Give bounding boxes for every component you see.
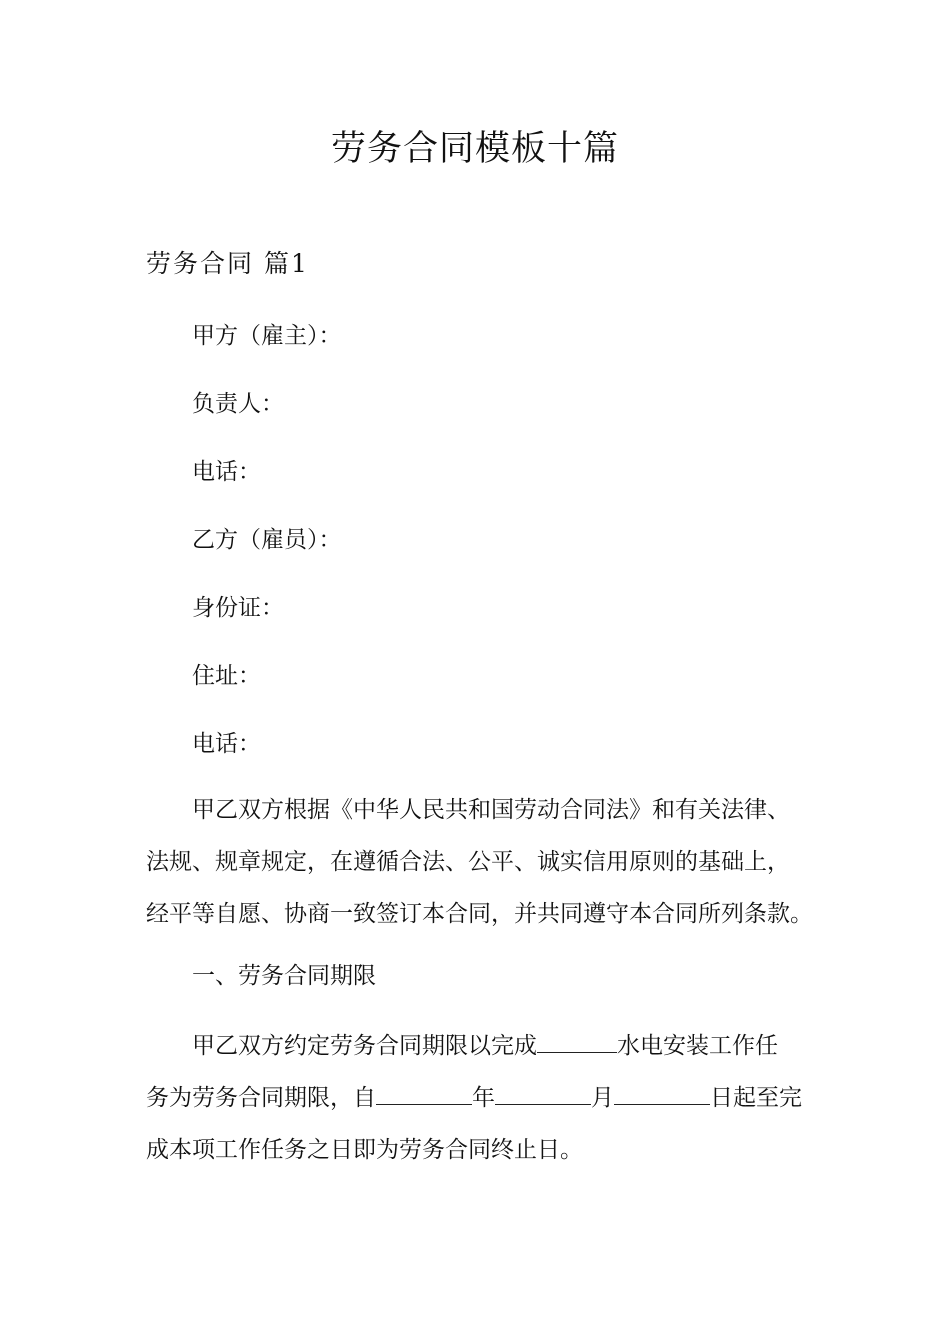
clause-line-1 — [146, 1020, 810, 1072]
employee-field: 乙方（雇员）： — [192, 527, 342, 553]
clause-text: 务为劳务合同期限，自 — [146, 1085, 376, 1111]
clause-heading: 一、劳务合同期限 — [192, 963, 376, 989]
clause-text: 月 — [591, 1085, 614, 1111]
employee-phone-field: 电话： — [192, 731, 261, 757]
section-heading: 劳务合同 篇1 — [146, 249, 309, 278]
blank-line — [614, 1082, 710, 1105]
clause-paragraph — [146, 1020, 810, 1176]
document-title: 劳务合同模板十篇 — [330, 129, 619, 169]
clause-text: 年 — [472, 1085, 495, 1111]
preamble-line: 法规、规章规定，在遵循合法、公平、诚实信用原则的基础上， — [146, 849, 790, 875]
employer-field: 甲方（雇主）： — [192, 323, 342, 349]
clause-text: 水电安装工作任 — [617, 1033, 778, 1059]
employer-phone-field: 电话： — [192, 459, 261, 485]
preamble-paragraph — [146, 784, 813, 940]
id-card-field: 身份证： — [192, 595, 284, 621]
preamble-line: 甲乙双方根据《中华人民共和国劳动合同法》和有关法律、 — [192, 797, 790, 823]
clause-text: 日起至完 — [710, 1085, 802, 1111]
preamble-line: 经平等自愿、协商一致签订本合同，并共同遵守本合同所列条款。 — [146, 901, 813, 927]
blank-line — [537, 1030, 617, 1053]
blank-line — [376, 1082, 472, 1105]
address-field: 住址： — [192, 663, 261, 689]
blank-line — [495, 1082, 591, 1105]
clause-text: 甲乙双方约定劳务合同期限以完成 — [192, 1033, 537, 1059]
clause-line-3: 成本项工作任务之日即为劳务合同终止日。 — [146, 1137, 583, 1163]
clause-line-2 — [146, 1072, 810, 1124]
responsible-person-field: 负责人： — [192, 391, 284, 417]
